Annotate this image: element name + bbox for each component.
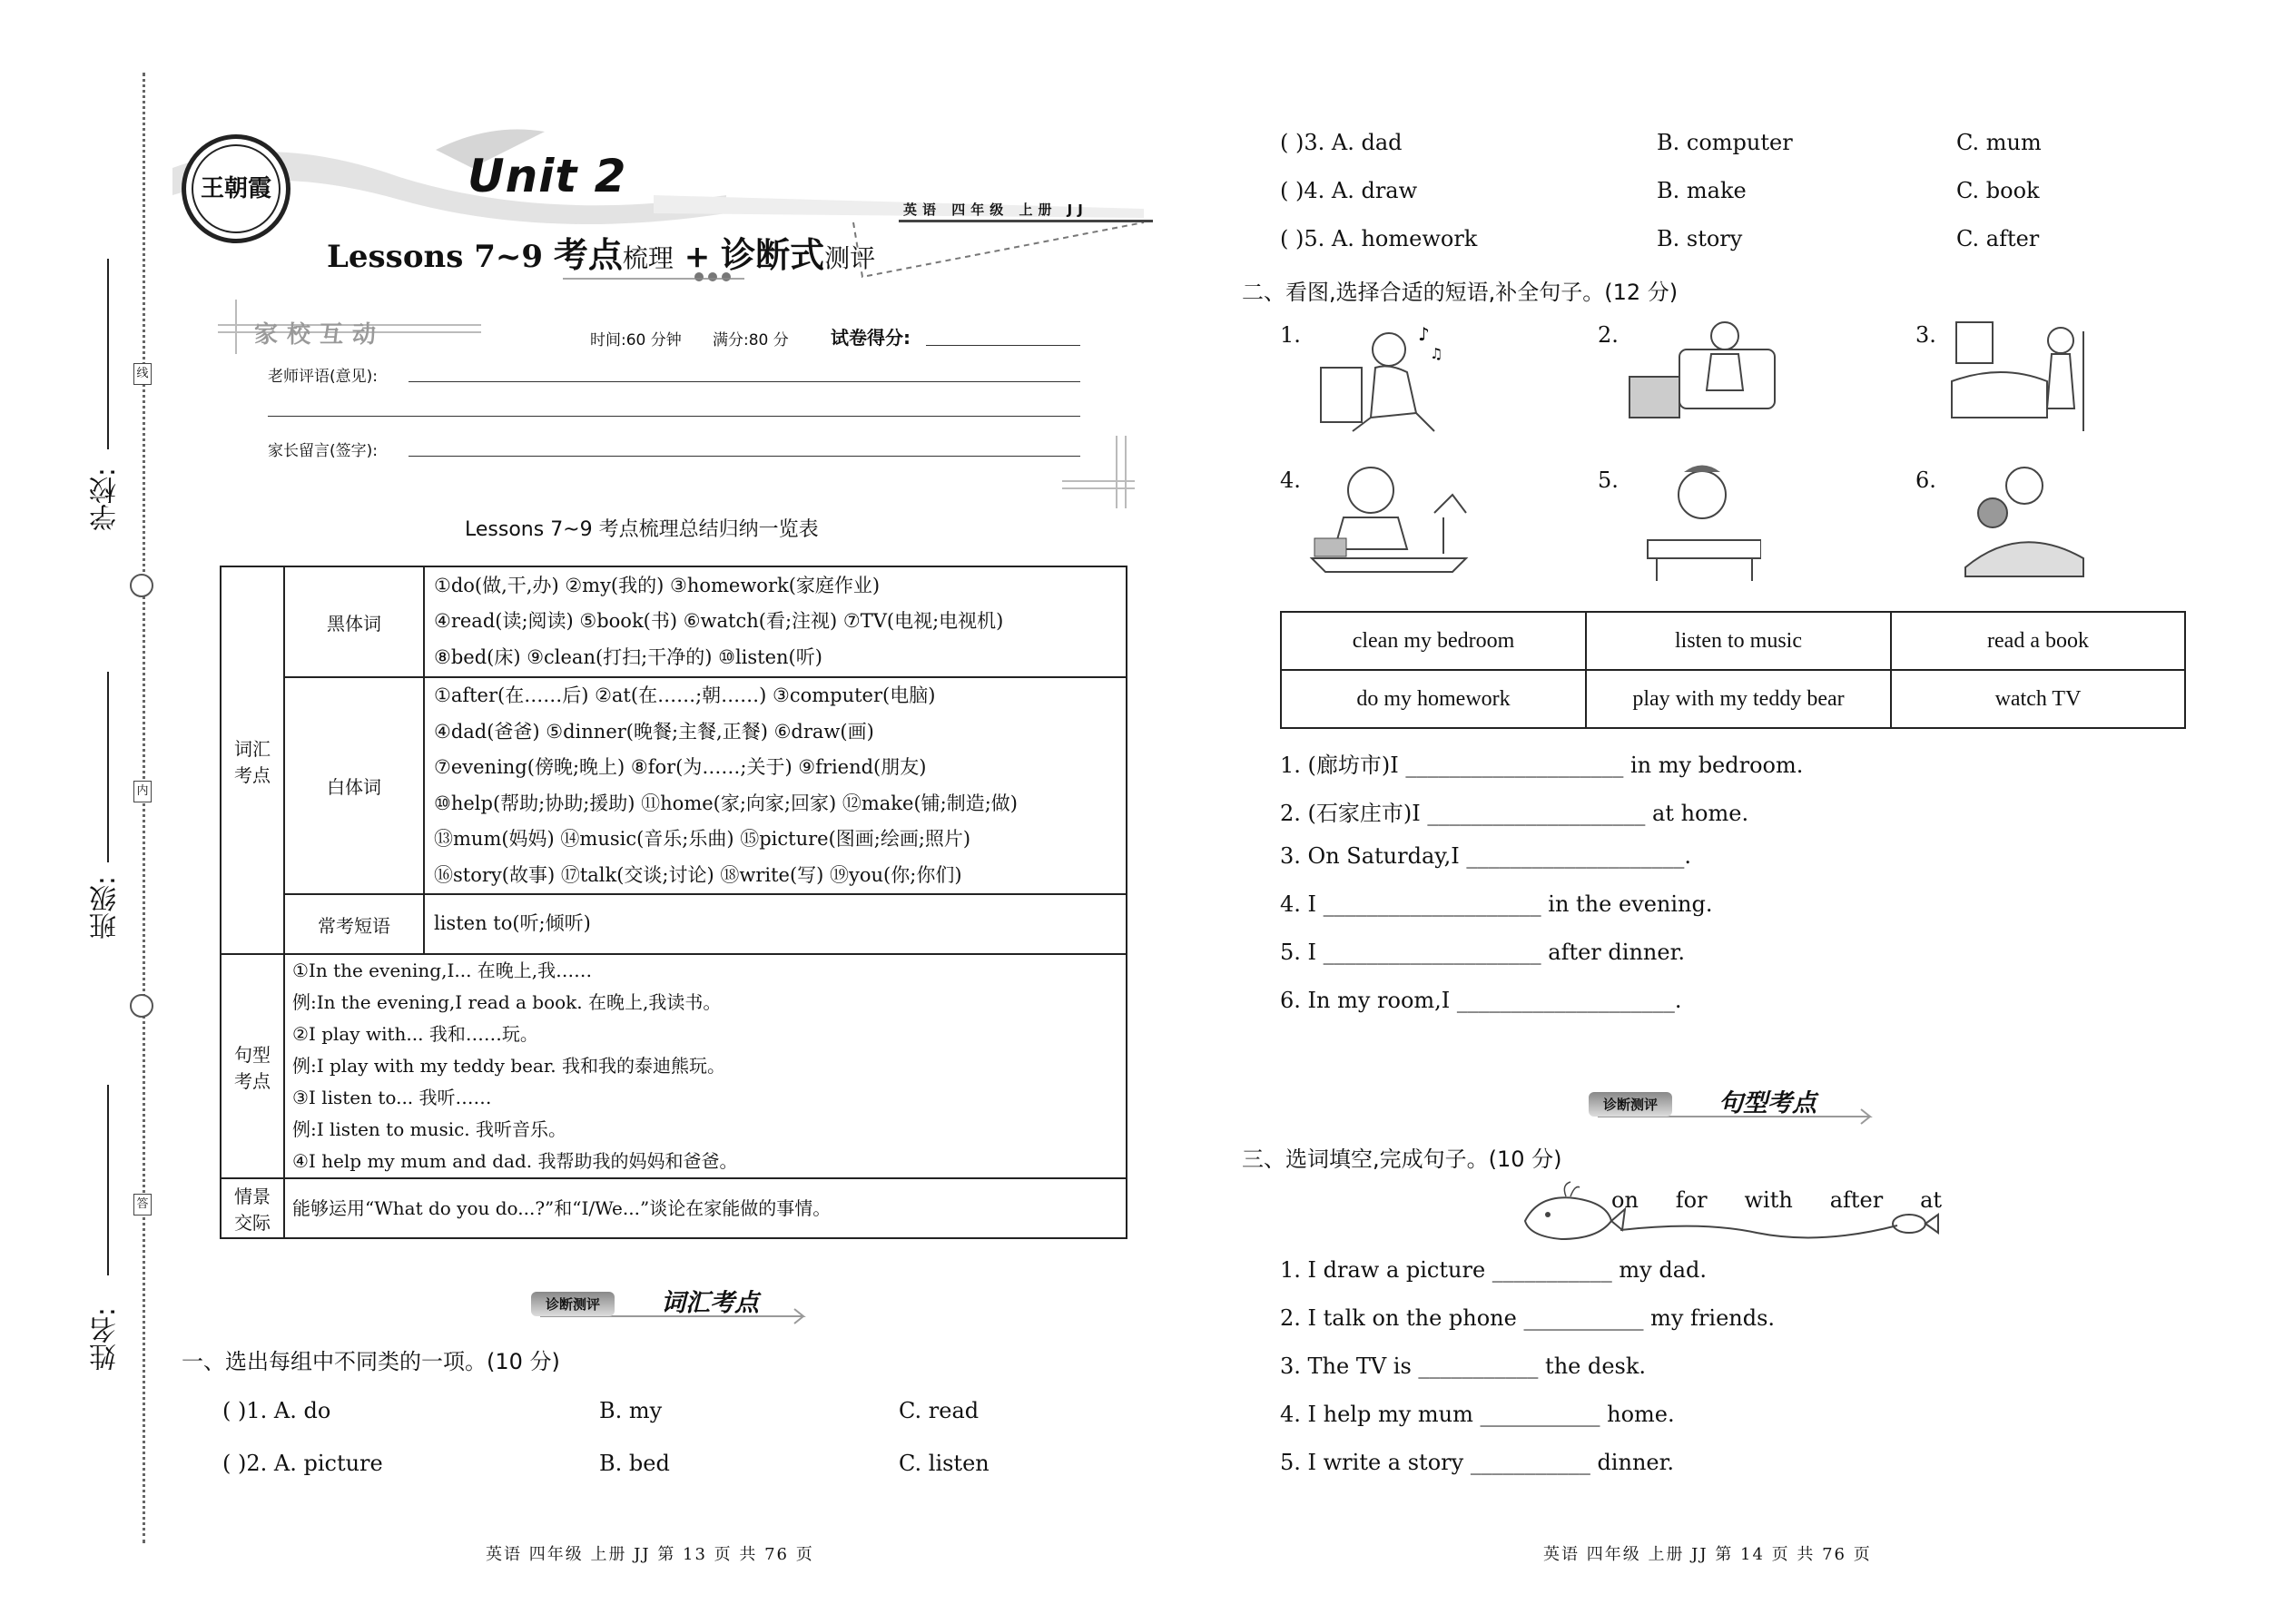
zhenduanshi-text: 诊断式 [721,235,825,275]
parent-note-label: 家长留言(签字): [268,442,378,460]
home-school-badge: 家校互动 [254,321,386,349]
sentence-line-2: 例:In the evening,I read a book. 在晚上,我读书。 [292,991,722,1013]
p1-q3-a[interactable]: ( )3. A. dad [1280,130,1403,155]
school-line [107,259,109,449]
white-line-3: ⑦evening(傍晚;晚上) ⑧for(为……;关于) ⑨friend(朋友) [434,756,927,778]
ceping-text: 测评 [824,243,876,273]
sentence-cell [284,954,1127,1178]
phrase-choice-table [1280,611,2186,729]
p1-q1-b: B. my [599,1398,663,1423]
word-bank: on for with after at [1611,1187,1943,1213]
seal-box-2: 内 [133,781,152,802]
binding-dotted-line [143,73,145,1543]
brand-logo [182,134,290,243]
score-label: 试卷得分: [831,327,911,349]
comm-cell: 能够运用“What do you do...?”和“I/We...”谈论在家能做的事情。 [284,1178,1127,1238]
illustration-girl-reading [1643,458,1761,586]
p2-sentence-1[interactable]: 1. (廊坊市)I ____________________ in my bedroom. [1280,753,1804,778]
sentence-line-7: ④I help my mum and dad. 我帮助我的妈妈和爸爸。 [292,1150,738,1172]
white-line-5: ⑬mum(妈妈) ⑭music(音乐;乐曲) ⑮picture(图画;绘画;照片) [434,828,971,850]
sentence-line-3: ②I play with... 我和……玩。 [292,1023,538,1045]
p1-q4-a[interactable]: ( )4. A. draw [1280,178,1418,203]
p1-q5-c: C. after [1956,226,2040,251]
binding-hole-2 [130,994,153,1018]
pic-num-4: 4. [1280,468,1301,493]
sentence-label [221,954,284,1178]
illustration-girl-watching-tv [1625,313,1779,436]
sentence-section-title: 句型考点 [1718,1089,1816,1117]
parent-note-blank[interactable] [409,456,1080,457]
shuli-text: 梳理 [622,243,674,273]
p1-q3-b: B. computer [1657,130,1793,155]
unit-title: Unit 2 [468,150,627,202]
class-label: 班级: [90,876,122,940]
p1-q4-b: B. make [1657,178,1747,203]
illustration-girl-cleaning [1947,313,2092,436]
class-line [107,672,109,862]
sentence-line-1: ①In the evening,I... 在晚上,我…… [292,960,593,981]
p1-q1-c: C. read [899,1398,980,1423]
phrase-1: clean my bedroom [1281,612,1586,670]
pic-num-1: 1. [1280,322,1301,348]
p1-q2-b: B. bed [599,1451,670,1476]
svg-text:♫: ♫ [1430,345,1443,362]
grade-tag: 英语 四年级 上册 JJ [903,202,1088,218]
p2-sentence-3[interactable]: 3. On Saturday,I ____________________. [1280,843,1692,869]
p1-q3-c: C. mum [1956,130,2042,155]
pic-num-5: 5. [1598,468,1619,493]
sentence-line-6: 例:I listen to music. 我听音乐。 [292,1118,567,1140]
p3-sentence-4[interactable]: 4. I help my mum ___________ home. [1280,1402,1675,1427]
p3-sentence-5[interactable]: 5. I write a story ___________ dinner. [1280,1450,1675,1475]
bold-words-cell [424,566,1127,677]
teacher-comment-label: 老师评语(意见): [268,368,378,386]
tag-underline [899,220,1153,222]
illustration-girl-teddy-bear [1956,458,2088,581]
phrase-3: read a book [1891,612,2185,670]
seal-box-3: 答 [133,1194,152,1216]
p1-q2-a[interactable]: ( )2. A. picture [222,1451,383,1476]
kaodian-text: 考点 [553,235,623,275]
phrase-cell: listen to(听;倾听) [424,894,1127,954]
p1-q5-b: B. story [1657,226,1743,251]
plus-sign: + [684,239,711,275]
binding-hole-1 [130,574,153,597]
part1-title: 一、选出每组中不同类的一项。(10 分) [182,1349,560,1374]
name-line [107,1085,109,1275]
p3-sentence-2[interactable]: 2. I talk on the phone ___________ my friends. [1280,1305,1776,1331]
school-label: 学校: [90,468,122,532]
part3-title: 三、选词填空,完成句子。(10 分) [1242,1147,1562,1172]
illustration-girl-listening [1316,313,1452,440]
sentence-label-text: 句型考点 [234,1043,271,1092]
p1-q2-c: C. listen [899,1451,989,1476]
comm-label [221,1178,284,1238]
white-words-label: 白体词 [284,677,424,894]
p2-sentence-6[interactable]: 6. In my room,I ____________________. [1280,988,1682,1013]
white-line-2: ④dad(爸爸) ⑤dinner(晚餐;主餐,正餐) ⑥draw(画) [434,720,874,743]
score-blank[interactable] [926,345,1080,346]
p1-q1-a[interactable]: ( )1. A. do [222,1398,331,1423]
p3-sentence-3[interactable]: 3. The TV is ___________ the desk. [1280,1353,1647,1379]
phrase-label: 常考短语 [284,894,424,954]
summary-table [220,566,1127,1239]
bold-line-2: ④read(读;阅读) ⑤book(书) ⑥watch(看;注视) ⑦TV(电视;电视机) [434,610,1004,633]
bold-words-label: 黑体词 [284,566,424,677]
logo-text: 王朝霞 [200,175,271,202]
sentence-line-4: 例:I play with my teddy bear. 我和我的泰迪熊玩。 [292,1055,725,1077]
vocab-label [221,566,284,954]
svg-text:♪: ♪ [1418,323,1430,345]
lessons-heading [327,227,875,277]
sentence-section-pill: 诊断测评 [1589,1092,1672,1117]
vocab-section-pill: 诊断测评 [531,1292,615,1316]
phrase-6: watch TV [1891,670,2185,728]
comm-label-text: 情景交际 [234,1186,271,1234]
p2-sentence-2[interactable]: 2. (石家庄市)I ____________________ at home. [1280,801,1749,826]
p2-sentence-4[interactable]: 4. I ____________________ in the evening. [1280,891,1713,917]
white-line-6: ⑯story(故事) ⑰talk(交谈;讨论) ⑱write(写) ⑲you(你;你们) [434,863,962,886]
p3-sentence-1[interactable]: 1. I draw a picture ___________ my dad. [1280,1257,1708,1283]
p1-q5-a[interactable]: ( )5. A. homework [1280,226,1478,251]
summary-title: Lessons 7~9 考点梳理总结归纳一览表 [465,518,819,541]
p1-q4-c: C. book [1956,178,2040,203]
p2-sentence-5[interactable]: 5. I ____________________ after dinner. [1280,940,1686,965]
name-label: 姓名: [90,1307,122,1372]
white-line-4: ⑩help(帮助;协助;援助) ⑪home(家;向家;回家) ⑫make(铺;制造;做) [434,792,1018,814]
bold-line-3: ⑧bed(床) ⑨clean(打扫;干净的) ⑩listen(听) [434,645,822,668]
full-score: 满分:80 分 [713,331,789,349]
teacher-comment-blank-2[interactable] [268,416,1080,417]
phrase-2: listen to music [1586,612,1891,670]
pic-num-3: 3. [1915,322,1936,348]
footer-left: 英语 四年级 上册 JJ 第 13 页 共 76 页 [486,1545,814,1564]
white-line-1: ①after(在……后) ②at(在……;朝……) ③computer(电脑) [434,684,936,706]
vocab-section-title: 词汇考点 [661,1289,759,1317]
pic-num-6: 6. [1915,468,1936,493]
illustration-boy-homework [1307,458,1475,581]
time-limit: 时间:60 分钟 [590,331,682,349]
part2-title: 二、看图,选择合适的短语,补全句子。(12 分) [1242,280,1679,305]
sentence-line-5: ③I listen to... 我听…… [292,1087,492,1108]
seal-box-1: 线 [133,363,152,385]
phrase-4: do my homework [1281,670,1586,728]
lessons-range: Lessons 7~9 [327,239,543,275]
footer-right: 英语 四年级 上册 JJ 第 14 页 共 76 页 [1543,1545,1872,1564]
pic-num-2: 2. [1598,322,1619,348]
white-words-cell [424,677,1127,894]
teacher-comment-blank[interactable] [409,381,1080,382]
vocab-label-text: 词汇考点 [234,737,271,786]
bold-line-1: ①do(做,干,办) ②my(我的) ③homework(家庭作业) [434,574,881,596]
phrase-5: play with my teddy bear [1586,670,1891,728]
